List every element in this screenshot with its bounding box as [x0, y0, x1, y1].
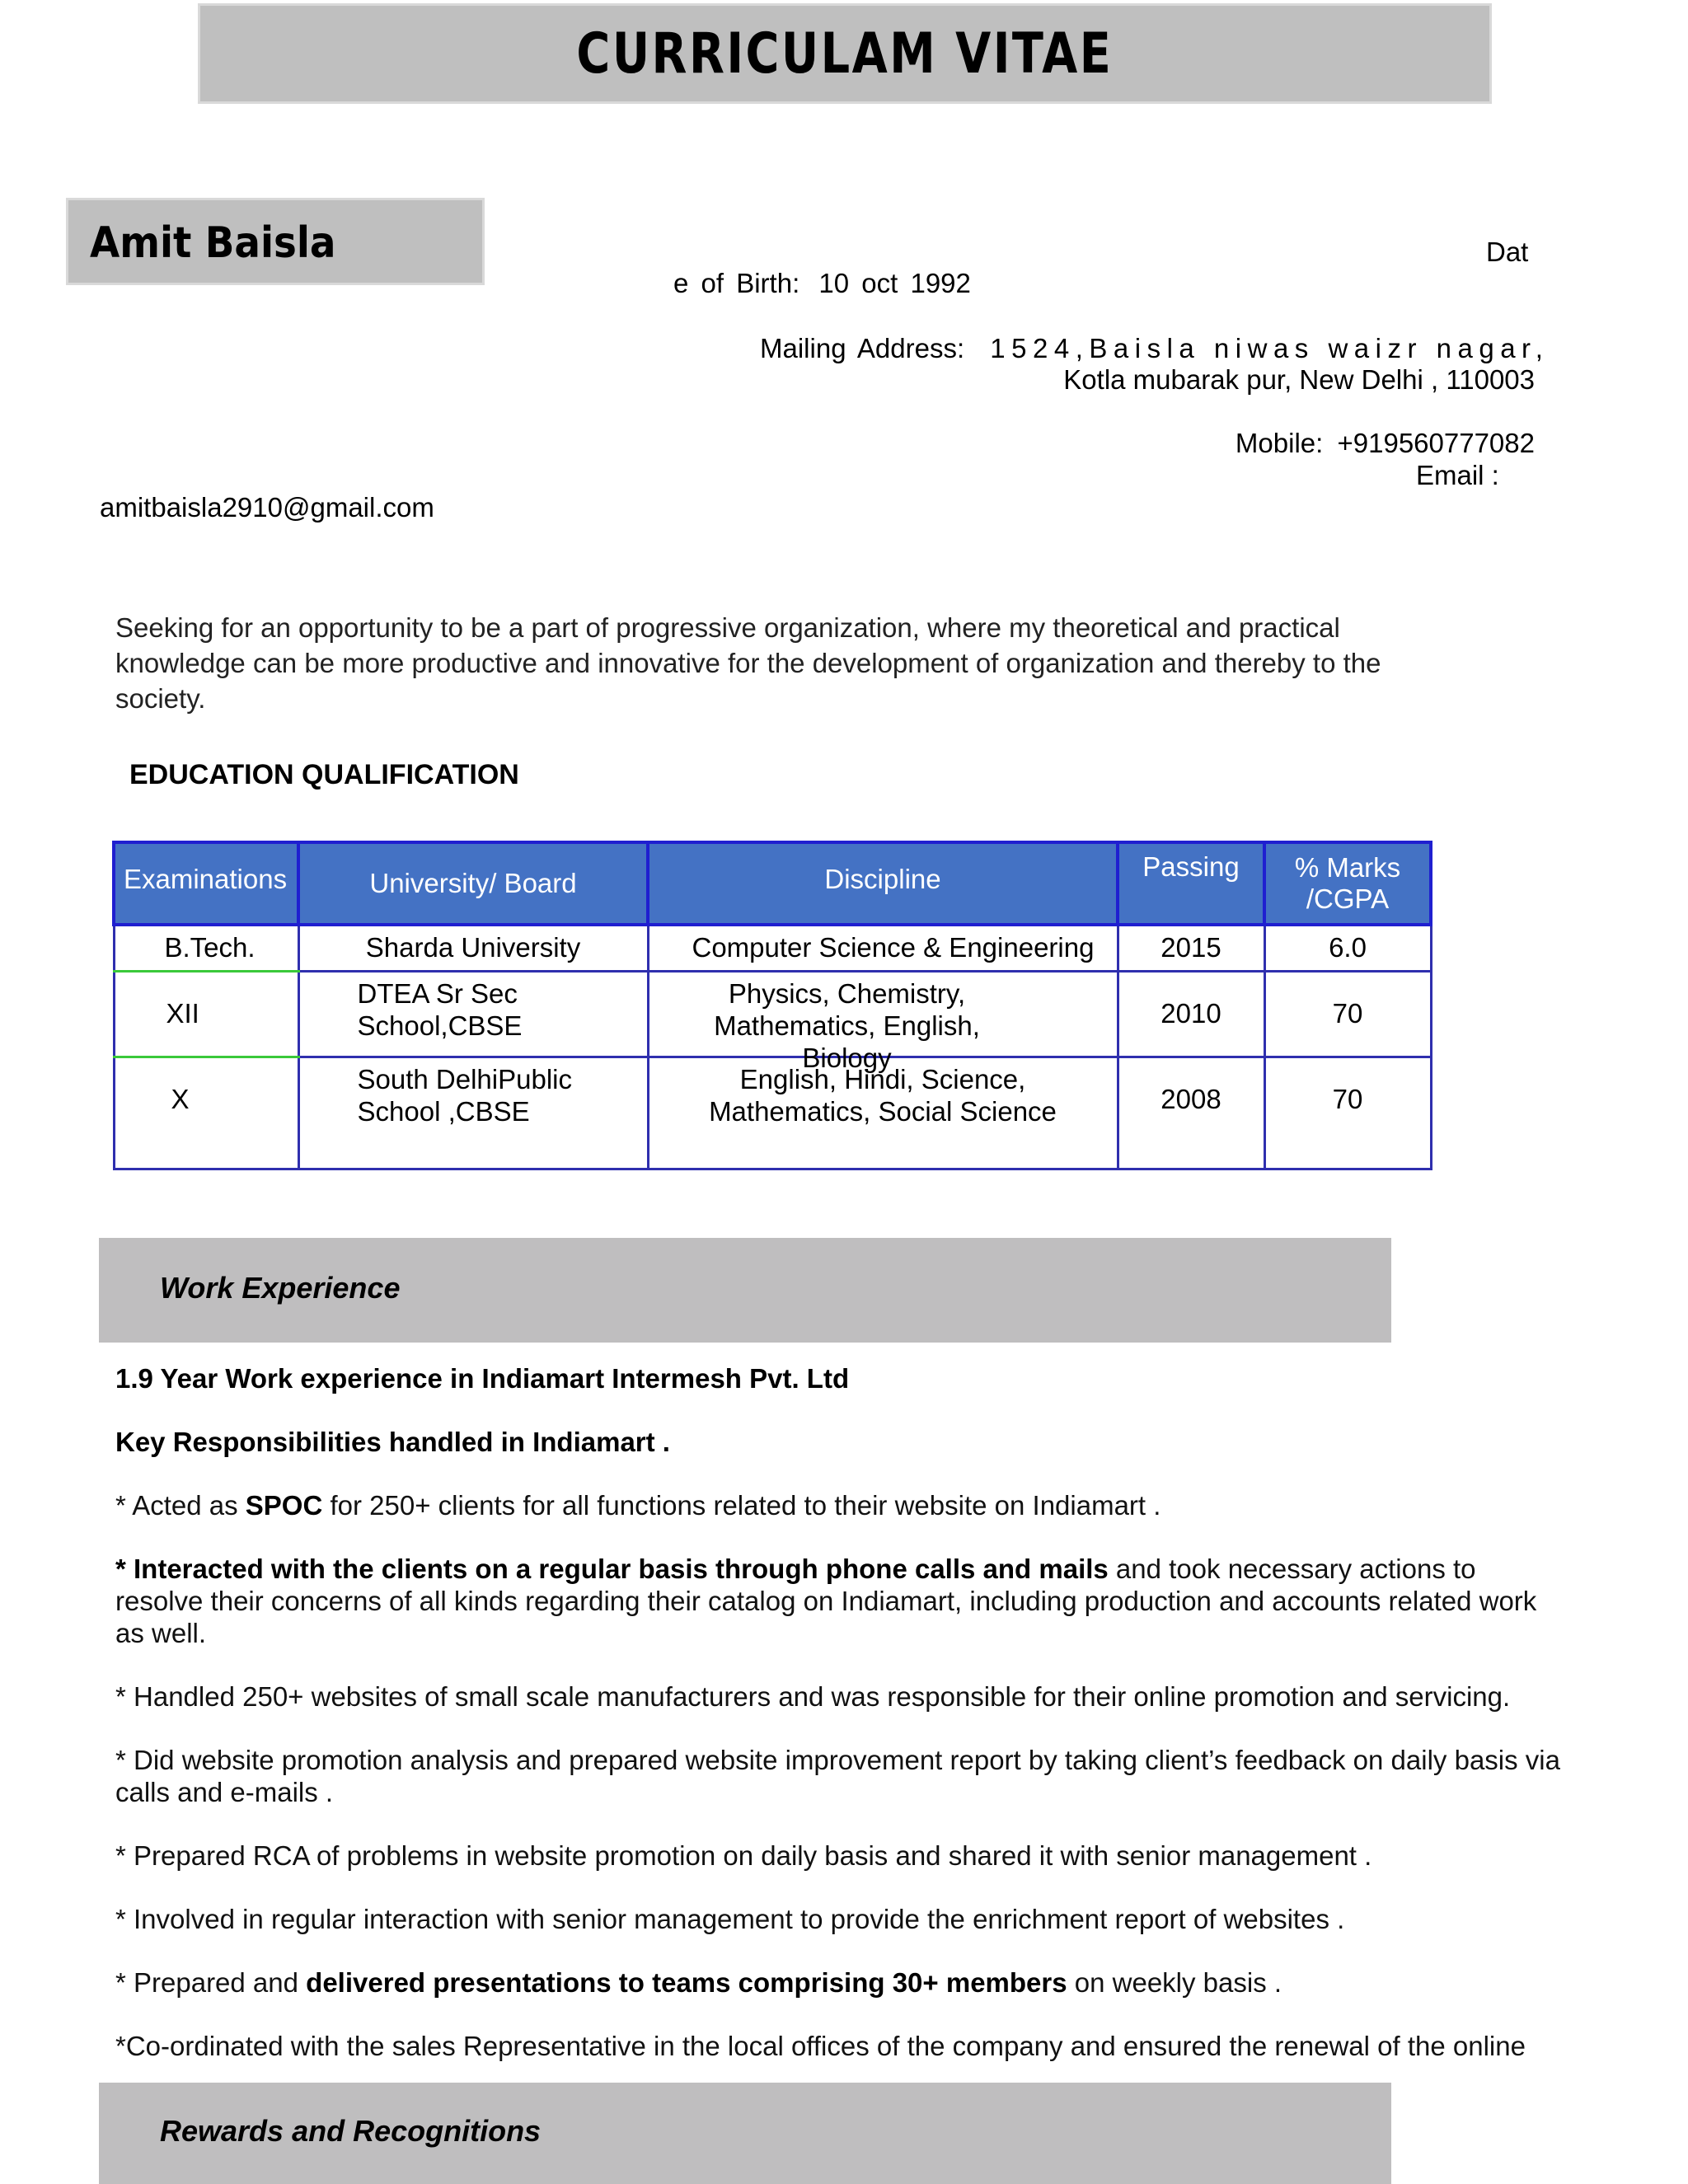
cell-marks: 70 [1264, 971, 1431, 1057]
cell-board: South DelhiPublic School ,CBSE [298, 1057, 648, 1169]
address-line1: 1524,Baisla niwas waizr nagar, [990, 333, 1550, 363]
cell-year: 2008 [1118, 1057, 1264, 1169]
mobile-value: +919560777082 [1337, 428, 1535, 458]
table-header-row [114, 842, 1431, 925]
table-row [114, 1057, 1431, 1169]
cell-exam: B.Tech. [114, 925, 298, 971]
column-header-discipline: Discipline [648, 842, 1118, 925]
cell-year: 2015 [1118, 925, 1264, 971]
table-row [114, 925, 1431, 971]
rewards-title: Rewards and Recognitions [160, 2114, 542, 2148]
dob-label: e of Birth: [673, 268, 800, 298]
responsibility-item: * Involved in regular interaction with senior management to provide the enrichment report of websites . [115, 1904, 1345, 1934]
mobile-label: Mobile: [1235, 428, 1324, 458]
name-box [66, 198, 485, 285]
cell-board: DTEA Sr Sec School,CBSE [298, 971, 648, 1057]
cell-marks: 6.0 [1264, 925, 1431, 971]
dob-row [673, 268, 971, 299]
page-title: CURRICULAM VITAE [576, 21, 1114, 87]
email-value: amitbaisla2910@gmail.com [100, 492, 434, 523]
key-responsibilities-heading: Key Responsibilities handled in Indiamart . [115, 1427, 670, 1457]
responsibility-item: * Prepared RCA of problems in website promotion on daily basis and shared it with senior management . [115, 1840, 1372, 1871]
dob-prefix: Dat [1486, 237, 1529, 267]
cell-discipline: Computer Science & Engineering [648, 925, 1118, 971]
address-line2: Kotla mubarak pur, New Delhi , 110003 [1063, 364, 1535, 395]
cell-discipline: English, Hindi, Science, Mathematics, Social Science [648, 1057, 1118, 1169]
column-header-marks: % Marks /CGPA [1264, 842, 1431, 925]
cell-marks: 70 [1264, 1057, 1431, 1169]
responsibility-item: * Prepared and delivered presentations to teams comprising 30+ members on weekly basis . [115, 1967, 1282, 1998]
responsibility-item: *Co-ordinated with the sales Representative in the local offices of the company and ensured the renewal of the online [115, 2031, 1526, 2061]
candidate-name: Amit Baisla [90, 218, 336, 268]
responsibility-item: * Acted as SPOC for 250+ clients for all functions related to their website on Indiamart . [115, 1490, 1161, 1521]
responsibility-item: * Interacted with the clients on a regular basis through phone calls and mails and took necessary actions to resolve their concerns of all kinds regarding their catalog on Indiamart, including production and accounts related work as well. [115, 1554, 1537, 1648]
column-header-passing: Passing [1118, 842, 1264, 925]
cell-year: 2010 [1118, 971, 1264, 1057]
column-header-examinations: Examinations [114, 842, 298, 925]
education-table [112, 841, 1432, 1170]
cell-discipline: Physics, Chemistry, Mathematics, English, Biology [648, 971, 1118, 1057]
column-header-board: University/ Board [298, 842, 648, 925]
email-label: Email : [1416, 460, 1499, 490]
address-label: Mailing Address: [760, 333, 965, 363]
responsibility-item: * Did website promotion analysis and prepared website improvement report by taking client’s feedback on daily basis via calls and e-mails . [115, 1745, 1560, 1807]
responsibility-item: * Handled 250+ websites of small scale manufacturers and was responsible for their online promotion and servicing. [115, 1681, 1511, 1712]
cell-exam: XII [114, 971, 298, 1057]
objective-text: Seeking for an opportunity to be a part of progressive organization, where my theoretical and practical knowledge can be more productive and innovative for the development of organization and thereby to the society. [115, 612, 1381, 714]
rewards-bar [99, 2083, 1391, 2184]
title-banner [198, 3, 1492, 104]
work-experience-title: Work Experience [160, 1271, 401, 1305]
work-summary: 1.9 Year Work experience in Indiamart Intermesh Pvt. Ltd [115, 1363, 850, 1394]
cell-board: Sharda University [298, 925, 648, 971]
table-row [114, 971, 1431, 1057]
dob-value: 10 oct 1992 [818, 268, 971, 298]
mobile-row [1236, 428, 1535, 459]
education-heading: EDUCATION QUALIFICATION [129, 759, 519, 790]
cell-exam: X [114, 1057, 298, 1169]
address-row [760, 333, 1549, 364]
work-experience-bar [99, 1238, 1391, 1343]
